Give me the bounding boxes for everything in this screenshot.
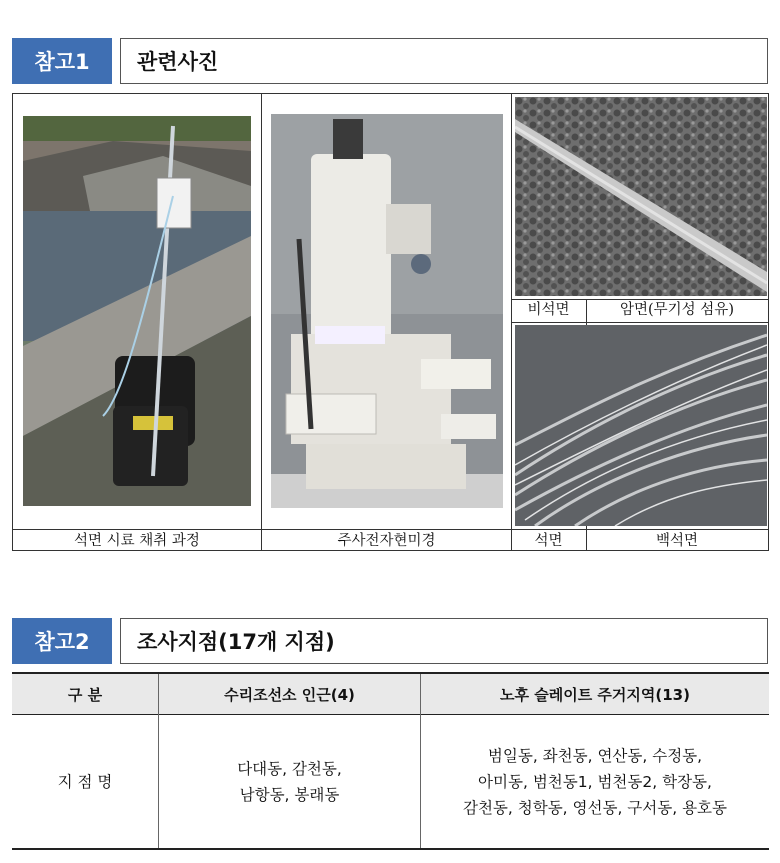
shipyard-line: 남항동, 봉래동 <box>239 785 340 804</box>
section2-title: 조사지점(17개 지점) <box>120 618 768 664</box>
chrysotile-sem-photo <box>515 325 767 526</box>
section2-header <box>12 618 768 664</box>
header-category: 구 분 <box>67 685 103 704</box>
shipyard-locations <box>159 715 420 848</box>
rock-fiber-sem-photo <box>515 97 767 296</box>
sem-photo <box>271 114 503 508</box>
section1-header <box>12 38 768 84</box>
section1-title: 관련사진 <box>120 38 768 84</box>
row-label: 지 점 명 <box>57 772 113 791</box>
section1-tag: 참고1 <box>12 38 112 84</box>
slate-line: 아미동, 범천동1, 범천동2, 학장동, <box>478 772 712 791</box>
caption-asbestos: 석면 <box>534 533 563 549</box>
section2-tag: 참고2 <box>12 618 112 664</box>
header-slate: 노후 슬레이트 주거지역(13) <box>500 685 690 704</box>
caption-sem: 주사전자현미경 <box>337 533 436 549</box>
caption-rock-fiber: 암면(무기성 섬유) <box>620 302 734 318</box>
caption-sampling: 석면 시료 채취 과정 <box>74 533 200 549</box>
slate-line: 감천동, 청학동, 영선동, 구서동, 용호동 <box>462 798 727 817</box>
caption-chrysotile: 백석면 <box>655 533 699 549</box>
slate-locations <box>421 715 769 848</box>
sampling-photo <box>23 116 251 506</box>
shipyard-line: 다대동, 감천동, <box>237 759 342 778</box>
photo-table <box>12 93 769 551</box>
survey-table <box>12 672 769 850</box>
header-shipyard: 수리조선소 인근(4) <box>224 685 355 704</box>
caption-non-asbestos: 비석면 <box>527 302 570 318</box>
slate-line: 범일동, 좌천동, 연산동, 수정동, <box>487 746 703 765</box>
